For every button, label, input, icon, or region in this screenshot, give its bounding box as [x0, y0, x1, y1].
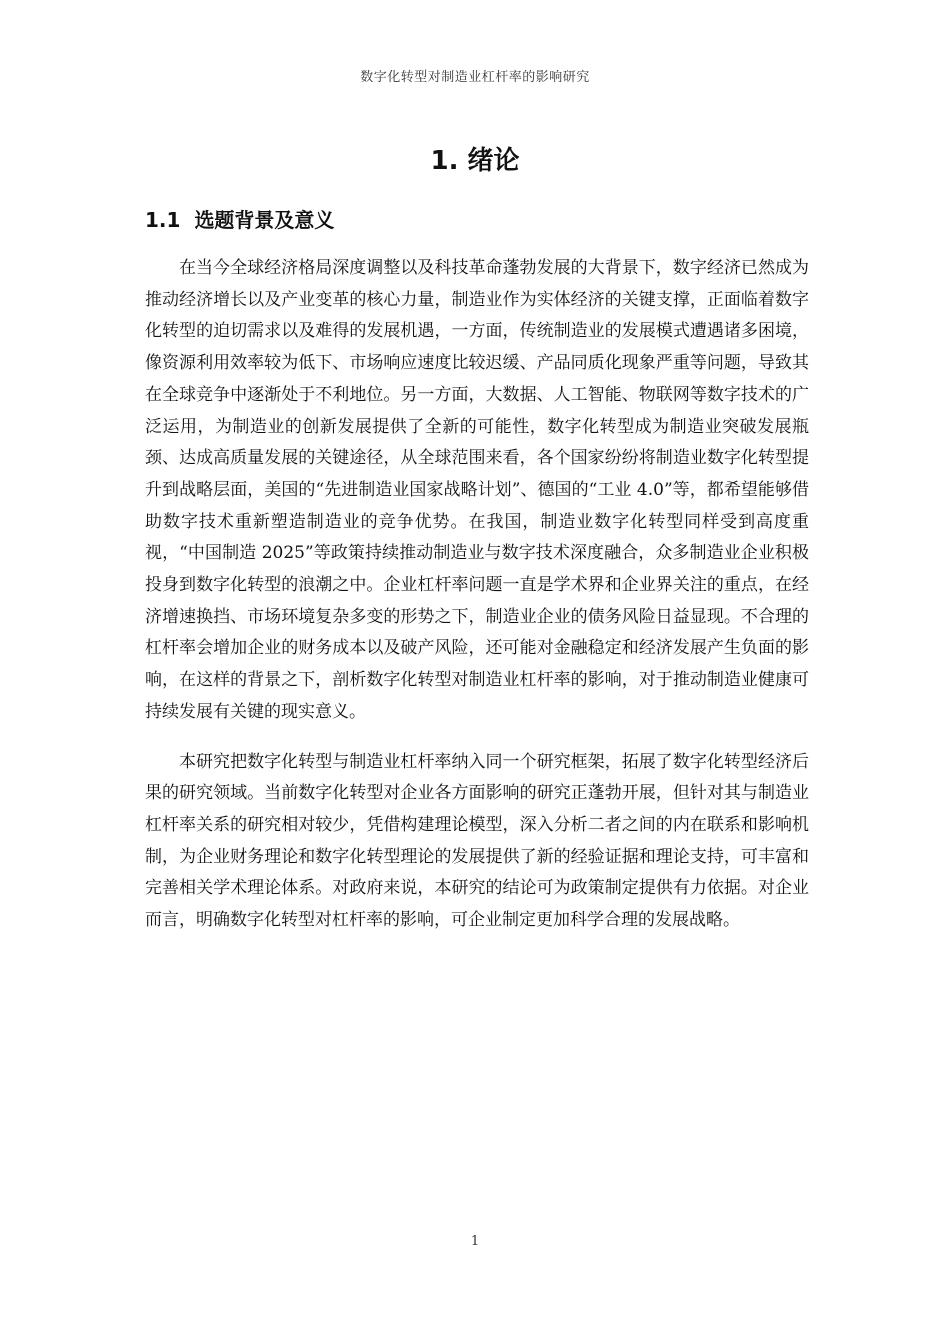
page-number: 1	[470, 1234, 480, 1249]
body-text	[145, 253, 809, 955]
running-header: 数字化转型对制造业杠杆率的影响研究	[360, 70, 590, 85]
section-number: 1.1	[145, 208, 181, 232]
paragraph-background: 在当今全球经济格局深度调整以及科技革命蓬勃发展的大背景下，数字经济已然成为推动经济增长以及产业变革的核心力量，制造业作为实体经济的关键支撑，正面临着数字化转型的迫切需求以及难得的发展机遇，一方面，传统制造业的发展模式遭遇诸多困境，像资源利用效率较为低下、市场响应速度比较迟缓、产品同质化现象严重等问题，导致其在全球竞争中逐渐处于不利地位。另一方面，大数据、人工智能、物联网等数字技术的广泛运用，为制造业的创新发展提供了全新的可能性，数字化转型成为制造业突破发展瓶颈、达成高质量发展的关键途径，从全球范围来看，各个国家纷纷将制造业数字化转型提升到战略层面，美国的“先进制造业国家战略计划”、德国的“工业 4.0”等，都希望能够借助数字技术重新塑造制造业的竞争优势。在我国，制造业数字化转型同样受到高度重视，“中国制造 2025”等政策持续推动制造业与数字技术深度融合，众多制造业企业积极投身到数字化转型的浪潮之中。企业杠杆率问题一直是学术界和企业界关注的重点，在经济增速换挡、市场环境复杂多变的形势之下，制造业企业的债务风险日益显现。不合理的杠杆率会增加企业的财务成本以及破产风险，还可能对金融稳定和经济发展产生负面的影响，在这样的背景之下，剖析数字化转型对制造业杠杆率的影响，对于推动制造业健康可持续发展有关键的现实意义。	[145, 258, 809, 722]
paragraph-significance: 本研究把数字化转型与制造业杠杆率纳入同一个研究框架，拓展了数字化转型经济后果的研究领域。当前数字化转型对企业各方面影响的研究正蓬勃开展，但针对其与制造业杠杆率关系的研究相对较少，凭借构建理论模型，深入分析二者之间的内在联系和影响机制，为企业财务理论和数字化转型理论的发展提供了新的经验证据和理论支持，可丰富和完善相关学术理论体系。对政府来说，本研究的结论可为政策制定提供有力依据。对企业而言，明确数字化转型对杠杆率的影响，可企业制定更加科学合理的发展战略。	[145, 751, 809, 931]
section-heading	[145, 204, 334, 233]
chapter-title: 1. 绪论	[430, 146, 520, 176]
section-title: 选题背景及意义	[194, 208, 335, 232]
